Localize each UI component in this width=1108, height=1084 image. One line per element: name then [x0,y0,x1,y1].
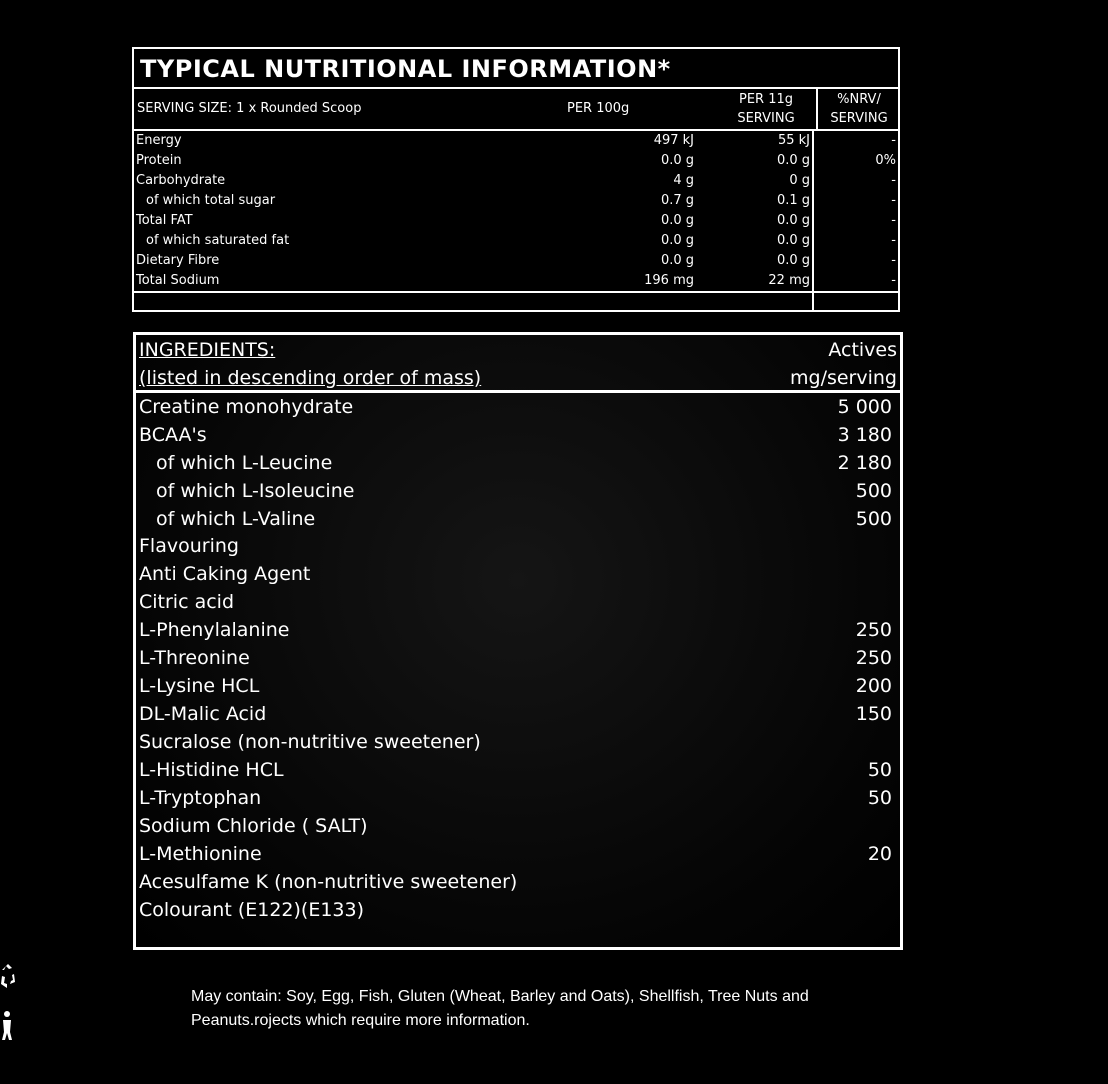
ingredient-name: of which L-Valine [156,508,316,530]
ingredient-row [136,505,900,533]
nutrient-per-serving: 0.0 g [776,153,810,168]
nutrient-label: of which saturated fat [146,233,290,248]
per-100g-header: PER 100g [567,101,630,116]
nutrient-label: Energy [136,133,182,148]
ingredient-row [136,616,900,644]
ingredient-row [136,393,900,421]
ingredient-row [136,421,900,449]
ingredient-row [136,812,900,840]
ingredient-name: Sucralose (non-nutritive sweetener) [139,731,481,753]
ingredient-row [136,868,900,896]
ingredient-amount: 200 [855,675,892,697]
nutrient-per-serving: 0.0 g [776,233,810,248]
nutrient-label: Carbohydrate [136,173,226,188]
nrv-header [816,89,900,129]
ingredient-row [136,560,900,588]
ingredient-amount: 50 [867,787,892,809]
nutrient-per100: 0.0 g [660,213,694,228]
ingredient-name: Acesulfame K (non-nutritive sweetener) [139,871,518,893]
ingredient-name: L-Histidine HCL [139,759,284,781]
nutrient-per-serving: 0 g [789,173,810,188]
nutrient-per100: 196 mg [644,273,694,288]
ingredients-subheading: (listed in descending order of mass) [139,367,482,389]
serving-size-label: SERVING SIZE: 1 x Rounded Scoop [137,101,362,116]
nutrition-header-row [134,89,898,131]
ingredients-table [133,332,903,950]
ingredient-row [136,896,900,924]
ingredient-amount: 250 [855,619,892,641]
ingredient-row [136,672,900,700]
nutrient-nrv: - [891,133,896,148]
ingredient-name: Sodium Chloride ( SALT) [139,815,368,837]
nutrition-row [134,191,898,211]
nutrient-nrv: - [891,253,896,268]
nutrition-row [134,151,898,171]
nutrient-nrv: - [891,213,896,228]
ingredient-row [136,532,900,560]
ingredient-row [136,756,900,784]
nutrient-per-serving: 0.1 g [776,193,810,208]
nutrient-nrv: - [891,233,896,248]
nutrition-table [132,47,900,312]
ingredient-amount: 20 [867,843,892,865]
nutrient-label: Total Sodium [136,273,220,288]
ingredients-header [136,335,900,393]
ingredient-row [136,644,900,672]
nutrition-row [134,231,898,251]
ingredient-row [136,700,900,728]
ingredient-amount: 3 180 [837,424,892,446]
nutrition-row [134,251,898,271]
bin-icon [0,1010,14,1042]
ingredient-name: L-Threonine [139,647,250,669]
ingredient-name: L-Phenylalanine [139,619,290,641]
nutrient-nrv: - [891,173,896,188]
ingredient-name: L-Tryptophan [139,787,262,809]
ingredient-name: Creatine monohydrate [139,396,354,418]
ingredient-name: L-Methionine [139,843,262,865]
ingredient-row [136,477,900,505]
ingredient-amount: 500 [855,508,892,530]
nutrient-per100: 0.0 g [660,233,694,248]
nutrient-per100: 0.0 g [660,253,694,268]
nutrient-label: of which total sugar [146,193,276,208]
ingredient-row [136,784,900,812]
ingredient-row [136,449,900,477]
nutrition-row [134,211,898,231]
ingredient-name: L-Lysine HCL [139,675,260,697]
nutrient-per100: 4 g [673,173,694,188]
nutrient-per-serving: 0.0 g [776,213,810,228]
allergen-statement: May contain: Soy, Egg, Fish, Gluten (Wheat, Barley and Oats), Shellfish, Tree Nuts and Peanuts.rojects which require more information. [191,988,809,1029]
nrv-header-line1: %NRV/ [837,92,881,107]
nutrient-nrv: - [891,193,896,208]
ingredient-name: Flavouring [139,535,239,557]
nutrient-per-serving: 0.0 g [776,253,810,268]
ingredient-amount: 5 000 [837,396,892,418]
recycle-icon [0,962,16,992]
nutrient-per100: 0.0 g [660,153,694,168]
nutrient-label: Total FAT [136,213,193,228]
ingredient-row [136,728,900,756]
nrv-header-line2: SERVING [830,111,888,126]
ingredient-name: of which L-Leucine [156,452,333,474]
nutrient-per-serving: 55 kJ [777,133,810,148]
nutrient-nrv: 0% [875,153,896,168]
ingredients-heading: INGREDIENTS: [139,339,276,361]
ingredient-name: BCAA's [139,424,207,446]
ingredient-amount: 2 180 [837,452,892,474]
ingredient-row [136,840,900,868]
per-serving-header [716,89,816,129]
actives-heading: Actives [828,339,897,361]
ingredient-amount: 150 [855,703,892,725]
ingredient-amount: 500 [855,480,892,502]
nutrient-per100: 497 kJ [653,133,694,148]
ingredient-amount: 50 [867,759,892,781]
ingredient-amount: 250 [855,647,892,669]
nutrient-label: Protein [136,153,182,168]
ingredient-name: Anti Caking Agent [139,563,311,585]
per-serving-header-line1: PER 11g [738,92,793,107]
nutrient-per-serving: 22 mg [768,273,810,288]
nutrient-per100: 0.7 g [660,193,694,208]
actives-unit: mg/serving [790,367,897,389]
per-serving-header-line2: SERVING [737,111,795,126]
ingredient-name: Citric acid [139,591,234,613]
nutrition-title: TYPICAL NUTRITIONAL INFORMATION* [134,49,898,89]
ingredient-name: DL-Malic Acid [139,703,267,725]
nutrient-nrv: - [891,273,896,288]
nutrition-row [134,131,898,151]
nutrition-row [134,171,898,191]
table-divider [134,291,898,293]
nutrient-label: Dietary Fibre [136,253,220,268]
ingredient-name: of which L-Isoleucine [156,480,355,502]
nutrition-row [134,271,898,291]
ingredient-row [136,588,900,616]
ingredient-name: Colourant (E122)(E133) [139,899,365,921]
